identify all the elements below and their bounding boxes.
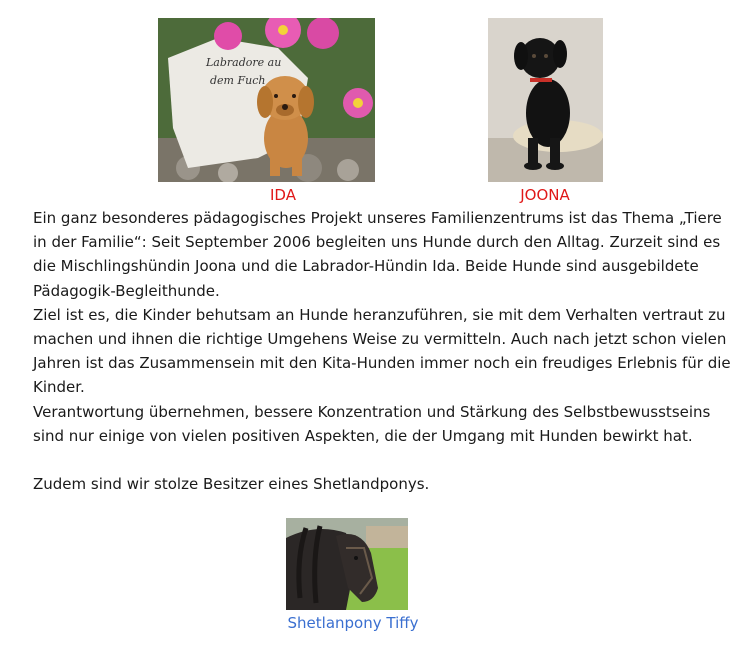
joona-caption: JOONA [520,186,570,204]
paragraph-3: Verantwortung übernehmen, bessere Konzentration und Stärkung des Selbstbewusstseins sind nur einige von vielen positiven Aspekten, die der Umgang mit Hunden bewirkt hat. [33,402,711,445]
tiffy-photo [286,518,408,610]
tiffy-photo-image [286,518,408,610]
tiffy-caption: Shetlanpony Tiffy [287,614,419,632]
paragraph-gap [33,448,733,472]
paragraph-1: Ein ganz besonderes pädagogisches Projekt unseres Familienzentrums ist das Thema „Tiere in der Familie“: Seit September 2006 begleiten uns Hunde durch den Alltag. Zurzeit sind es die Mischlingshündin Joona und die Labrador-Hündin Ida. Beide Hunde sind ausgebildete Pädagogik-Begleithunde. [33,209,722,300]
joona-photo-image [488,18,603,182]
ida-photo [158,18,375,182]
ida-caption: IDA [270,186,296,204]
body-text [33,206,733,496]
paragraph-4: Zudem sind wir stolze Besitzer eines Shetlandponys. [33,475,430,494]
paragraph-2: Ziel ist es, die Kinder behutsam an Hunde heranzuführen, sie mit dem Verhalten vertraut zu machen und ihnen die richtige Umgehens Weise zu vermitteln. Auch nach jetzt schon vielen Jahren ist das Zusammensein mit den Kita-Hunden immer noch ein freudiges Erlebnis für die Kinder. [33,305,731,397]
joona-photo [488,18,603,182]
ida-photo-image [158,18,375,182]
ida-sign-text-1: Labradore au [206,56,282,69]
ida-sign-text-2: dem Fuch [210,74,266,87]
